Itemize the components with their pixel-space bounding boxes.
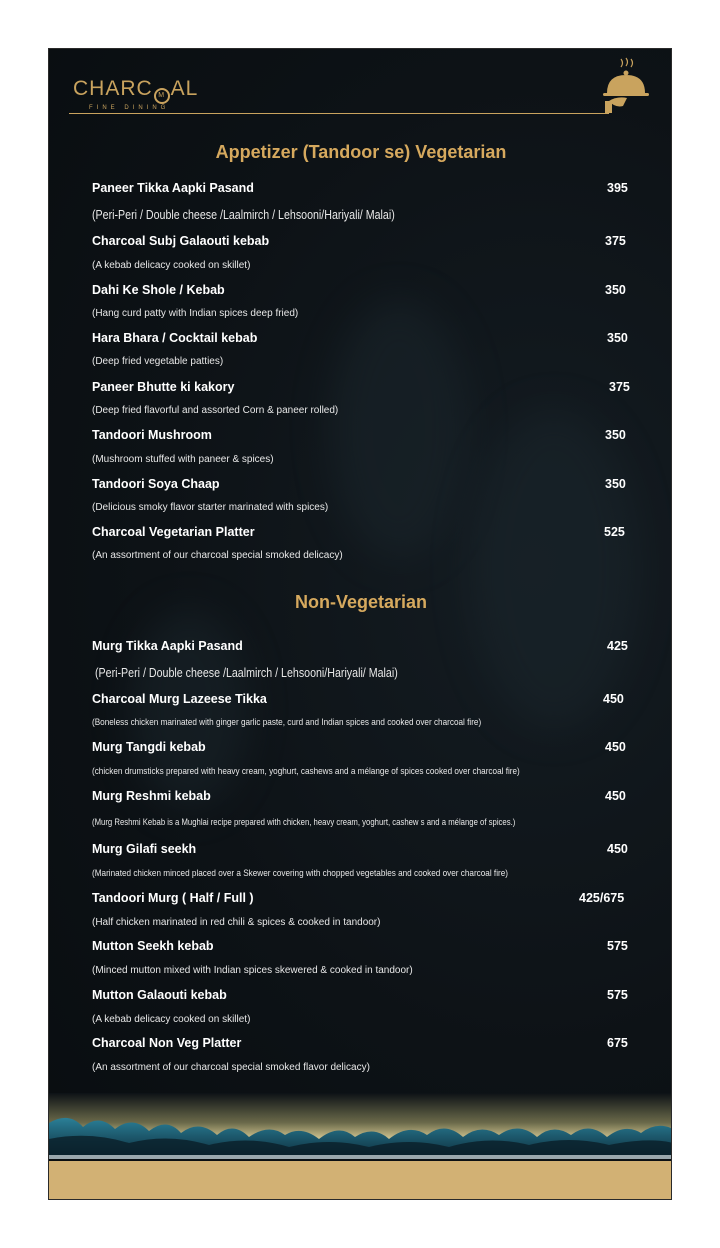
- menu-item-price: 350: [607, 331, 628, 345]
- menu-item-name: Tandoori Soya Chaap: [92, 477, 220, 491]
- menu-item-description: (Deep fried flavorful and assorted Corn & paneer rolled): [92, 405, 339, 416]
- menu-item-price: 350: [605, 428, 626, 442]
- menu-item-description: (A kebab delicacy cooked on skillet): [92, 1014, 251, 1025]
- menu-item-description: (Boneless chicken marinated with ginger garlic paste, curd and Indian spices and cooked over charcoal fire): [92, 717, 482, 728]
- menu-item-price: 525: [604, 525, 625, 539]
- menu-item-description: (Delicious smoky flavor starter marinated with spices): [92, 502, 329, 513]
- menu-item-description: (Half chicken marinated in red chili & spices & cooked in tandoor): [92, 917, 381, 928]
- menu-item-description: (Mushroom stuffed with paneer & spices): [92, 454, 274, 465]
- menu-item-price: 425: [607, 639, 628, 653]
- menu-item-price: 350: [605, 283, 626, 297]
- menu-item-name: Murg Reshmi kebab: [92, 789, 211, 803]
- menu-item-price: 450: [607, 842, 628, 856]
- menu-item-description: (chicken drumsticks prepared with heavy cream, yoghurt, cashews and a mélange of spices cooked over charcoal fire): [92, 766, 520, 777]
- menu-item-name: Dahi Ke Shole / Kebab: [92, 283, 225, 297]
- smoke-decoration: [469, 409, 639, 729]
- nonveg-section-title: Non-Vegetarian: [294, 592, 428, 612]
- header-divider: [69, 113, 609, 114]
- menu-item-name: Mutton Seekh kebab: [92, 939, 214, 953]
- menu-item-price: 450: [605, 789, 626, 803]
- menu-item-description: (Hang curd patty with Indian spices deep fried): [92, 308, 299, 319]
- footer-band: [49, 1161, 672, 1200]
- menu-card: [48, 48, 672, 1200]
- veg-section-title: Appetizer (Tandoor se) Vegetarian: [215, 142, 507, 162]
- menu-item-price: 450: [605, 740, 626, 754]
- menu-item-description: (An assortment of our charcoal special smoked delicacy): [92, 550, 343, 561]
- menu-item-description: (Minced mutton mixed with Indian spices skewered & cooked in tandoor): [92, 965, 413, 976]
- menu-item-price: 350: [605, 477, 626, 491]
- menu-item-name: Charcoal Non Veg Platter: [92, 1036, 242, 1050]
- menu-item-description: (Murg Reshmi Kebab is a Mughlai recipe prepared with chicken, heavy cream, yoghurt, cashew s and a mélange of spices.): [92, 817, 516, 827]
- cloche-serving-icon: [599, 57, 653, 115]
- menu-item-name: Murg Gilafi seekh: [92, 842, 197, 856]
- menu-item-description: (Peri-Peri / Double cheese /Laalmirch / Lehsooni/Hariyali/ Malai): [95, 665, 398, 680]
- logo-emblem-icon: M: [154, 88, 170, 104]
- menu-item-description: (Deep fried vegetable patties): [92, 356, 224, 367]
- menu-item-name: Tandoori Murg ( Half / Full ): [92, 891, 254, 905]
- menu-item-description: (Marinated chicken minced placed over a Skewer covering with chopped vegetables and cooked over charcoal fire): [92, 868, 508, 879]
- menu-item-name: Murg Tangdi kebab: [92, 740, 206, 754]
- menu-item-name: Paneer Bhutte ki kakory: [92, 380, 235, 394]
- menu-item-price: 375: [605, 234, 626, 248]
- menu-item-price: 375: [609, 380, 630, 394]
- menu-item-price: 395: [607, 181, 628, 195]
- menu-item-name: Tandoori Mushroom: [92, 428, 212, 442]
- menu-item-name: Paneer Tikka Aapki Pasand: [92, 181, 254, 195]
- menu-item-name: Mutton Galaouti kebab: [92, 988, 227, 1002]
- menu-item-price: 425/675: [579, 891, 625, 905]
- menu-item-name: Charcoal Murg Lazeese Tikka: [92, 692, 267, 706]
- menu-item-price: 450: [603, 692, 624, 706]
- menu-item-description: (An assortment of our charcoal special smoked flavor delicacy): [92, 1062, 370, 1073]
- smoke-decoration: [329, 299, 469, 559]
- menu-item-price: 675: [607, 1036, 628, 1050]
- menu-item-name: Charcoal Vegetarian Platter: [92, 525, 255, 539]
- menu-item-name: Murg Tikka Aapki Pasand: [92, 639, 243, 653]
- menu-item-price: 575: [607, 988, 628, 1002]
- logo-tagline: FINE DINING: [89, 105, 170, 111]
- menu-item-name: Hara Bhara / Cocktail kebab: [92, 331, 258, 345]
- menu-item-name: Charcoal Subj Galaouti kebab: [92, 234, 270, 248]
- menu-item-price: 575: [607, 939, 628, 953]
- menu-item-description: (Peri-Peri / Double cheese /Laalmirch / Lehsooni/Hariyali/ Malai): [92, 207, 395, 222]
- splash-wave-decoration: [49, 1093, 672, 1159]
- menu-item-description: (A kebab delicacy cooked on skillet): [92, 260, 251, 271]
- charcoal-logo: CHARC M AL FINE DINING: [73, 77, 199, 111]
